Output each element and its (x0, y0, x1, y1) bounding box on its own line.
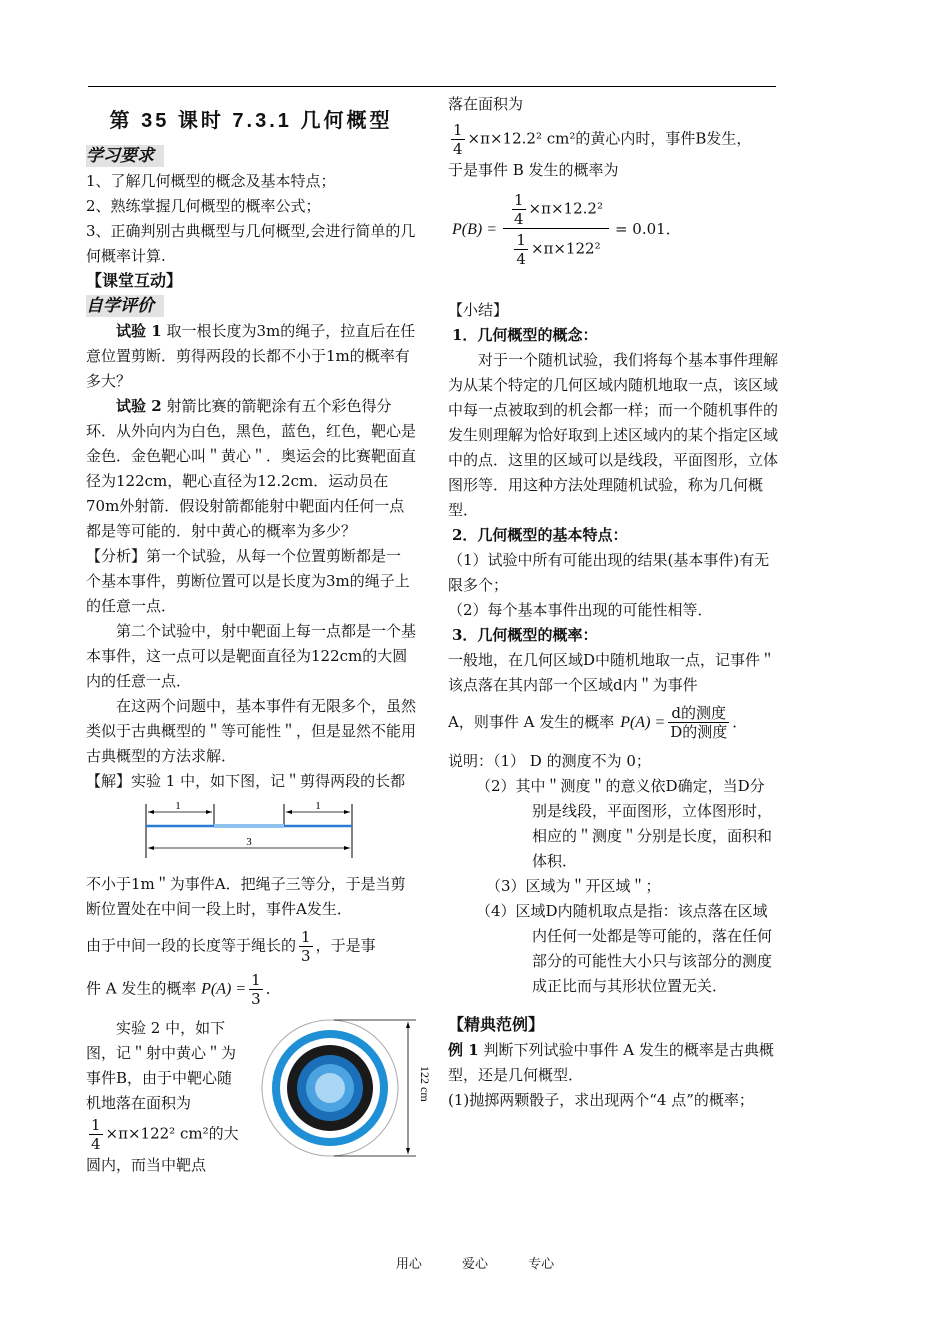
example-1: 例 1 判断下列试验中事件 A 发生的概率是古典概型，还是几何概型． (448, 1041, 774, 1084)
examples-heading: 【精典范例】 (448, 1017, 545, 1034)
solution-label: 【解】 (86, 772, 132, 790)
rope-diagram (86, 796, 416, 866)
right-column (448, 92, 778, 1113)
probability-text: 一般地，在几何区域D中随机地取一点，记事件＂该点落在其内部一个区域d内＂为事件 (448, 651, 776, 694)
fraction-quarter: $\frac{1}{4}$ (453, 121, 463, 158)
experiment-2-label: 试验 2 (116, 397, 162, 415)
right-line-2: $\frac{1}{4}$ ×π×12.2² cm²的黄心内时，事件B发生， (453, 121, 752, 158)
analysis-3: 在这两个问题中，基本事件有无限多个，虽然类似于古典概型的＂等可能性＂，但是显然不能用古典概型的方法求解． (86, 697, 417, 765)
requirement-item: 1、了解几何概型的概念及基本特点； (86, 172, 336, 190)
requirement-item: 2、熟练掌握几何概型的概率公式； (86, 197, 321, 215)
experiment-2-text: 射箭比赛的箭靶涂有五个彩色得分环．从外向内为白色，黑色，蓝色，红色，靶心是金色．金色靶心叫＂黄心＂．奥运会的比赛靶面直径为122cm，靶心直径为12.2cm．运动员在70m外射箭．假设射箭都能射中靶面内任何一点都是等可能的．射中黄心的概率为多少？ (86, 397, 417, 540)
right-line-3: 于是事件 B 发生的概率为 (448, 161, 619, 179)
solution-5b: $\frac{1}{4}$ ×π×122² cm²的大圆内，而当中靶点 (86, 1116, 239, 1174)
archery-target-diagram (258, 1016, 438, 1166)
note-4: （4）区域D内随机取点是指：该点落在区域内任何一处都是等可能的，落在任何部分的可能性大小只与该部分的测度成正比而与其形状位置无关． (476, 902, 773, 995)
footer-word: 爱心 (461, 1257, 488, 1272)
rope-total-label: 3 (246, 836, 252, 848)
analysis-2: 第二个试验中，射中靶面上每一点都是一个基本事件，这一点可以是靶面直径为122cm的大圆内的任意一点． (86, 622, 417, 690)
note-3: （3）区域为＂开区域＂； (486, 877, 661, 895)
self-eval-heading: 自学评价 (86, 295, 164, 317)
rope-seg1-label: 1 (175, 800, 181, 812)
concept-text: 对于一个随机试验，我们将每个基本事件理解为从某个特定的几何区域内随机地取一点，该区域中每一点被取到的机会都一样；而一个随机事件的发生则理解为恰好取到上述区域内的某个指定区域中的点．这里的区域可以是线段，平面图形，立体图形等．用这种方法处理随机试验，称为几何概型． (448, 351, 779, 519)
example-1-item-1: (1)抛掷两颗骰子，求出现两个“4 点”的概率； (448, 1091, 754, 1109)
example-1-label: 例 1 (448, 1041, 479, 1059)
solution-2: 不小于1m＂为事件A．把绳子三等分，于是当剪断位置处在中间一段上时，事件A发生． (86, 875, 406, 918)
fraction-measure: $\frac{\text{d的测度}}{\text{D的测度}}$ (670, 704, 728, 741)
fraction-quarter: $\frac{1}{4}$ (91, 1116, 101, 1153)
experiment-2 (86, 394, 416, 544)
experiment-1-label: 试验 1 (116, 322, 162, 340)
requirements-heading: 学习要求 (86, 145, 164, 167)
feature-1: （1）试验中所有可能出现的结果(基本事件)有无限多个； (448, 551, 770, 594)
rope-seg2-label: 1 (315, 800, 321, 812)
experiment-1-text: 取一根长度为3m的绳子，拉直后在任意位置剪断．剪得两段的长都不小于1m的概率有多大？ (86, 322, 416, 390)
note-1: 说明：（1） D 的测度不为 0； (448, 752, 651, 770)
footer (0, 1252, 950, 1277)
probability-formula-a: A，则事件 A 发生的概率 P(A) = $\frac{\text{d的测度}}{\text{D的测度}}$ ． (448, 704, 748, 741)
note-2: （2）其中＂测度＂的意义依D确定，当D分别是线段，平面图形，立体图形时，相应的＂测度＂分别是长度，面积和体积． (476, 777, 773, 870)
experiment-1 (86, 319, 416, 394)
solution-1: 【解】实验 1 中，如下图，记＂剪得两段的长都 (86, 772, 406, 790)
solution-3: 由于中间一段的长度等于绳长的 $\frac{1}{3}$ ，于是事 (86, 928, 376, 965)
fraction-one-third: $\frac{1}{3}$ (301, 928, 311, 965)
summary-heading: 【小结】 (448, 301, 509, 319)
feature-2: （2）每个基本事件出现的可能性相等． (448, 601, 713, 619)
solution-4: 件 A 发生的概率 P(A) = $\frac{1}{3}$ ． (86, 971, 281, 1008)
concept-heading: 1．几何概型的概念： (452, 326, 598, 344)
fraction-result: $\frac{1}{3}$ (251, 971, 261, 1008)
page-title: 第 35 课时 7.3.1 几何概型 (109, 110, 393, 132)
analysis-1: 【分析】第一个试验，从每一个位置剪断都是一个基本事件，剪断位置可以是长度为3m的绳子上的任意一点． (86, 547, 410, 615)
requirement-item: 3、正确判别古典概型与几何概型,会进行简单的几何概率计算. (86, 222, 416, 265)
target-diameter-label: 122 cm (418, 1066, 432, 1102)
classroom-heading: 【课堂互动】 (86, 273, 183, 290)
right-line-1: 落在面积为 (448, 95, 524, 113)
left-column (86, 98, 432, 1178)
fraction-pb: $\frac{1}{4}$ ×π×12.2² $\frac{1}{4}$ ×π×122² (503, 191, 609, 268)
probability-formula-b: P(B) = $\frac{1}{4}$ ×π×12.2² $\frac{1}{4}$ ×π×122² = 0.01． (452, 191, 681, 268)
footer-word: 专心 (528, 1257, 555, 1272)
features-heading: 2．几何概型的基本特点： (452, 526, 628, 544)
solution-5: 实验 2 中，如下图，记＂射中黄心＂为事件B，由于中靶心随机地落在面积为 (86, 1019, 237, 1112)
analysis-label: 【分析】 (86, 547, 147, 565)
footer-word: 用心 (395, 1257, 422, 1272)
probability-heading: 3．几何概型的概率： (452, 626, 598, 644)
experiment-2-solution (86, 1016, 432, 1178)
header-rule (88, 86, 776, 87)
